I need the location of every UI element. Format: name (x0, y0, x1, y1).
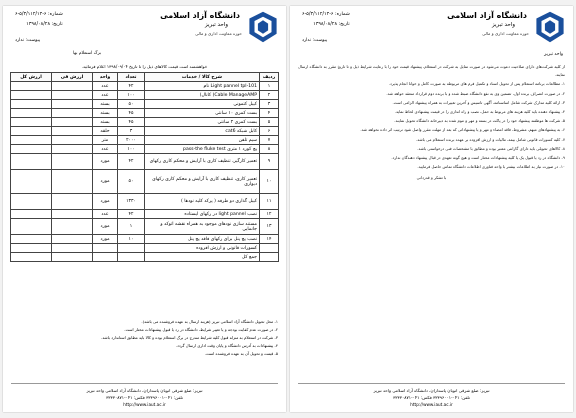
description-cell: کیبل کتمونی (145, 100, 260, 109)
letter-meta (15, 10, 63, 30)
letter-date: ۱۳۹۸/۰۸/۲۸ (26, 22, 51, 27)
description-cell: نصب پچ پنل برای رکهای فاقد پچ پنل (145, 235, 260, 244)
row-no-cell (260, 253, 279, 262)
footer-address: تبریز: ضلع شرقی اتوبان پاسداران، دانشگاه آزاد اسلامی واحد تبریز (373, 388, 490, 393)
description-cell: Light pannel tpl-101 نام (145, 82, 260, 91)
condition-paragraph: ۶- به پیشنهادهای مبهم، مشروط، فاقد امضاء و مهر و یا پیشنهاداتی که بعد از مهلت مقرر واصل شود ترتیب اثر داده نخواهد شد. (360, 127, 565, 133)
campus-name: واحد تبریز (204, 22, 228, 28)
description-cell: تعمیر کاری، تنظیف کاری با آرایش و محکم کاری رکهای دیواری (145, 170, 260, 194)
footer-address: تبریز: ضلع شرقی اتوبان پاسداران، دانشگاه آزاد اسلامی واحد تبریز (86, 388, 203, 393)
description-cell: Cable ManageAMP) کانال) (145, 91, 260, 100)
qty-cell: ۱ (118, 219, 145, 235)
condition-paragraph: ۹- دانشگاه در رد یا قبول یک یا کلیه پیشنهادات مختار است و هیچ گونه تعهدی در قبال پیشنهاد دهندگان ندارد. (391, 155, 565, 161)
unit-cell: مورد (93, 235, 118, 244)
condition-paragraph: ۵- شرکت ها موظفند پیشنهاد خود را در پاکت در بسته و مهر و موم شده به دبیرخانه دانشگاه تحویل نمایند. (394, 118, 565, 124)
condition-paragraph: ۱- مطالعات برنامه استعلام پس از تحویل اسناد و تکمیل فرم های مربوطه به صورت کامل و خوانا انجام پذیرد. (388, 81, 565, 87)
unit-price-cell (52, 82, 93, 91)
campus-name: واحد تبریز (491, 22, 515, 28)
qty-cell: ۴۲ (118, 210, 145, 219)
unit-cell: عدد (93, 145, 118, 154)
table-header-row (11, 73, 279, 82)
unit-cell: مورد (93, 219, 118, 235)
table-row (11, 100, 279, 109)
row-no-cell: ۱۳ (260, 219, 279, 235)
university-logo-icon (246, 10, 280, 44)
total-price-cell (11, 235, 52, 244)
unit-price-cell (52, 244, 93, 253)
letter-footer (11, 383, 278, 408)
qty-cell: ۱۰ (118, 235, 145, 244)
total-price-cell (11, 170, 52, 194)
description-cell: بست کمری ۱۰ سانتی (145, 109, 260, 118)
university-name: دانشگاه آزاد اسلامی (447, 11, 527, 20)
attachment-note: پیوست: ندارد (15, 38, 41, 43)
qty-cell: ۴۵ (118, 118, 145, 127)
unit-price-cell (52, 253, 93, 262)
col-row-no: ردیف (260, 73, 279, 82)
unit-price-cell (52, 235, 93, 244)
row-no-cell: ۱۰ (260, 170, 279, 194)
number-label: شماره: (335, 12, 350, 17)
unit-price-cell (52, 100, 93, 109)
note-item: ۱- محل تحویل دانشگاه آزاد اسلامی تبریز (هزینه ارسال به عهده فروشنده می باشد). (141, 319, 278, 324)
note-item: ۴- پیشنهادات به آدرس دانشگاه و پایان وقت اداری ارسال گردد. (175, 343, 278, 348)
date-label: تاریخ: (338, 22, 350, 27)
condition-paragraph: ۸- کالاهای تحویلی باید دارای گارانتی معتبر بوده و مطابق با مشخصات فنی درخواستی باشد. (417, 145, 565, 151)
row-no-cell: ۹ (260, 154, 279, 170)
total-price-cell (11, 210, 52, 219)
letter-number: ۶-۵/۳/۱۱۲/۱۴-۶ (302, 12, 334, 17)
condition-paragraph: ۴- پیشنهاد دهنده باید کلیه هزینه های مربوط به حمل، نصب و راه اندازی را در قیمت پیشنهادی لحاظ نماید. (394, 109, 565, 115)
table-row (11, 136, 279, 145)
note-item: ۳- شرکت در استعلام به منزله قبول کلیه شرایط مندرج در برگ استعلام بوده و کالا باید مطابق استاندارد باشد. (101, 335, 278, 340)
university-logo-icon (533, 10, 567, 44)
footer-contact: تلفن: ۰۴۱-۳۳۳۹۶۰۰۱ فکس: ۰۴۱-۳۳۳۳۰۸۷۱ (106, 395, 183, 400)
table-row (11, 91, 279, 100)
footer-website-link[interactable]: http://www.iaut.ac.ir (410, 402, 453, 407)
total-price-cell (11, 194, 52, 210)
letter-meta (302, 10, 350, 30)
qty-cell: ۱۰۰ (118, 145, 145, 154)
inquiry-notes (11, 318, 278, 358)
description-cell: سیم تلفن (145, 136, 260, 145)
row-no-cell: ۱۱ (260, 194, 279, 210)
unit-cell: حلقه (93, 127, 118, 136)
unit-cell (93, 244, 118, 253)
row-no-cell: ۸ (260, 145, 279, 154)
qty-cell: ۱۳۳۰ (118, 194, 145, 210)
condition-paragraph: ۳- ارائه کلیه مدارک شرکت شامل اساسنامه، آگهی تاسیس و آخرین تغییرات به همراه پیشنهاد الزامی است. (392, 99, 565, 105)
unit-price-cell (52, 127, 93, 136)
unit-price-cell (52, 136, 93, 145)
qty-cell: ۱۰۰ (118, 91, 145, 100)
footer-website-link[interactable]: http://www.iaut.ac.ir (123, 402, 166, 407)
qty-cell: ۴۲ (118, 82, 145, 91)
price-inquiry-page (3, 6, 286, 412)
university-name: دانشگاه آزاد اسلامی (160, 11, 240, 20)
total-price-cell (11, 127, 52, 136)
table-row (11, 109, 279, 118)
qty-cell: ۳ (118, 127, 145, 136)
unit-price-cell (52, 118, 93, 127)
table-row (11, 244, 279, 253)
qty-cell: ۴۵ (118, 109, 145, 118)
description-cell: کیبل گذاری دو طرفه ( پرکد کلیه نودها ) (145, 194, 260, 210)
unit-price-cell (52, 194, 93, 210)
condition-paragraph: ۲- در صورت انصراف برنده اول، تضمین وی به نفع دانشگاه ضبط شده و با برنده دوم قرارداد منعقد خواهد شد. (386, 90, 565, 96)
total-price-cell (11, 145, 52, 154)
col-unit-price: ارزش فی (52, 73, 93, 82)
col-unit: واحد (93, 73, 118, 82)
table-row (11, 170, 279, 194)
table-row (11, 118, 279, 127)
description-cell: مستند سازی نودهای موجود به همراه نقشه اتوکد و جانمایی (145, 219, 260, 235)
row-no-cell: ۱۲ (260, 210, 279, 219)
table-row (11, 210, 279, 219)
qty-cell: ۵۰ (118, 170, 145, 194)
col-qty: تعداد (118, 73, 145, 82)
condition-paragraph: ۱۰- در صورت نیاز به اطلاعات بیشتر با واحد فناوری اطلاعات دانشگاه تماس حاصل فرمایید. (417, 164, 565, 170)
table-row (11, 127, 279, 136)
table-row (11, 154, 279, 170)
unit-cell: بسته (93, 118, 118, 127)
table-row (11, 194, 279, 210)
unit-cell: عدد (93, 91, 118, 100)
letter-date: ۱۳۹۸/۰۸/۲۸ (313, 22, 338, 27)
description-cell: کسورات قانونی و ارزش افزوده (145, 244, 260, 253)
letter-number: ۶-۵/۳/۱۱۲/۱۴-۶ (15, 12, 47, 17)
unit-price-cell (52, 91, 93, 100)
row-no-cell: ۲ (260, 91, 279, 100)
qty-cell: ۲۰۰۰ (118, 136, 145, 145)
total-price-cell (11, 118, 52, 127)
unit-cell: متر (93, 136, 118, 145)
col-total-price: ارزش کل (11, 73, 52, 82)
unit-cell: بسته (93, 109, 118, 118)
row-no-cell: ۱ (260, 82, 279, 91)
conditions-body (298, 63, 565, 183)
total-price-cell (11, 136, 52, 145)
unit-cell: مورد (93, 154, 118, 170)
condition-paragraph: از کلیه شرکت‌های دارای صلاحیت دعوت می‌شود در صورت تمایل به شرکت در استعلام، پیشنهاد قیمت خود را با رعایت شرایط ذیل و تا تاریخ مقرر به دانشگاه ارسال نمایند. (298, 64, 565, 78)
row-no-cell: ۷ (260, 136, 279, 145)
total-price-cell (11, 109, 52, 118)
row-no-cell: ۵ (260, 118, 279, 127)
unit-cell: عدد (93, 210, 118, 219)
number-label: شماره: (48, 12, 63, 17)
total-price-cell (11, 154, 52, 170)
qty-cell: ۴۲ (118, 154, 145, 170)
table-row (11, 219, 279, 235)
row-no-cell: ۶ (260, 127, 279, 136)
col-description: شرح کالا / خدمات (145, 73, 260, 82)
unit-cell: بسته (93, 100, 118, 109)
unit-price-cell (52, 109, 93, 118)
table-row (11, 235, 279, 244)
row-no-cell (260, 244, 279, 253)
unit-price-cell (52, 154, 93, 170)
table-row (11, 253, 279, 262)
description-cell: تعمیر کارگیر، تنظیف کاری با آرایش و محکم کاری رکهای (145, 154, 260, 170)
table-row (11, 145, 279, 154)
total-price-cell (11, 82, 52, 91)
unit-cell (93, 253, 118, 262)
conditions-letter-page (290, 6, 573, 412)
attachment-note: پیوست: ندارد (302, 38, 328, 43)
department-name: حوزه معاونت اداری و مالی (482, 31, 529, 36)
table-body (11, 82, 279, 262)
total-price-cell (11, 244, 52, 253)
unit-price-cell (52, 170, 93, 194)
description-cell: کابل شبکه cat6 (145, 127, 260, 136)
total-price-cell (11, 100, 52, 109)
description-cell: جمع کل (145, 253, 260, 262)
signature-line: با تشکر و قدردانی (416, 175, 447, 181)
unit-price-cell (52, 145, 93, 154)
unit-cell: مورد (93, 194, 118, 210)
footer-contact: تلفن: ۰۴۱-۳۳۳۹۶۰۰۱ فکس: ۰۴۱-۳۳۳۳۰۸۷۱ (393, 395, 470, 400)
unit-cell: عدد (93, 82, 118, 91)
condition-paragraph: ۷- کلیه کسورات قانونی شامل بیمه، مالیات و ارزش افزوده بر عهده برنده استعلام می باشد. (416, 136, 565, 142)
note-item: ۲- در صورت عدم کفایت بودجه و یا تغییر شرایط، دانشگاه در رد یا قبول پیشنهادات مختار است. (124, 327, 278, 332)
qty-cell (118, 244, 145, 253)
campus-label: واحد تبریز (544, 52, 563, 57)
total-price-cell (11, 219, 52, 235)
qty-cell (118, 253, 145, 262)
inquiry-intro: خواهشمند است قیمت کالاهای ذیل را تا تاریخ ۱۳۹۸/۰۹/۰۴ اعلام فرمائید. (81, 64, 208, 69)
row-no-cell: ۳ (260, 100, 279, 109)
description-cell: نصب light pannel در رکهای ایستاده (145, 210, 260, 219)
unit-cell: مورد (93, 170, 118, 194)
table-row (11, 82, 279, 91)
date-label: تاریخ: (51, 22, 63, 27)
qty-cell: ۵۰ (118, 100, 145, 109)
note-item: ۵- قیمت و تحویل آن به عهده فروشنده است. (204, 351, 278, 356)
row-no-cell: ۴ (260, 109, 279, 118)
unit-price-cell (52, 210, 93, 219)
description-cell: بست کمری ۲ سانتی (145, 118, 260, 127)
items-table (10, 72, 279, 262)
total-price-cell (11, 91, 52, 100)
letter-header (3, 6, 286, 64)
letter-header (290, 6, 573, 64)
inquiry-title: برگ استعلام بها (73, 51, 102, 56)
total-price-cell (11, 253, 52, 262)
unit-price-cell (52, 219, 93, 235)
department-name: حوزه معاونت اداری و مالی (195, 31, 242, 36)
description-cell: پچ کورد ۱ متری pass-the fluke test (145, 145, 260, 154)
letter-footer (298, 383, 565, 408)
row-no-cell: ۱۴ (260, 235, 279, 244)
